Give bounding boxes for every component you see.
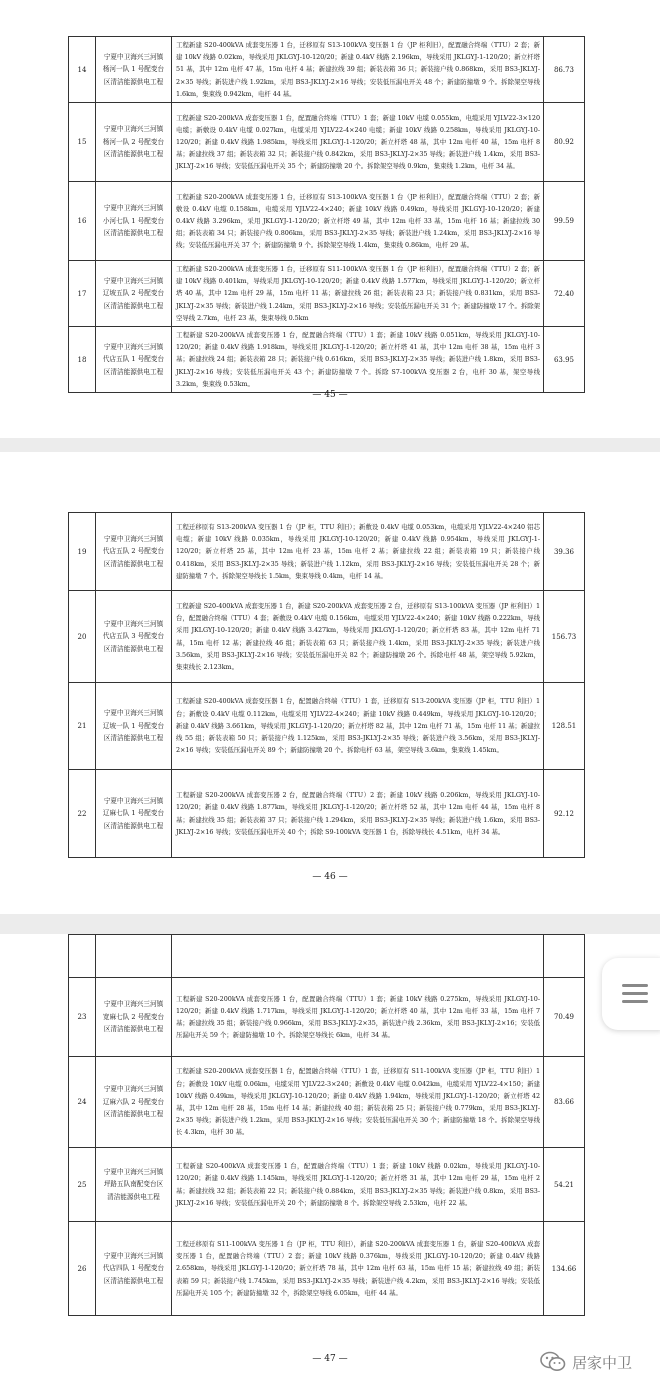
table-row — [69, 261, 585, 327]
project-description: 工程新建 S20-200kVA 成套变压器 1 台，配置融合终端（TTU）1 套；新建 10kV 线路 0.275km，导线采用 JKLGYJ-10-120/20；新建 0.4kV 线路 1.717km，导线采用 JKLGYJ-1-120/20；新立杆塔 40 基，其中 12m 电杆 33 基，15m 电杆 7 基；新建拉线 35 组；新装接户线 0.966km，采用 BS3-JKLYJ-2×35，新装进户线 2.36km，采用 BS3-JKLYJ-2×16；安装低压漏电开关 59 个；新建防撞墩 10 个。拆除架空导线长 6km，电杆 34 基。 — [172, 978, 544, 1057]
row-number: 18 — [69, 327, 96, 393]
project-description: 工程迁移原有 S11-100kVA 变压器 1 台（JP 柜，TTU 利旧），新建 S20-200kVA 成套变压器 1 台，新建 S20-400kVA 成套变压器 1 台，配置融合终端（TTU）2 套；新建 10kV 线路 0.376km，导线采用 JKLGYJ-10-120/20；新建 0.4kV 线路 2.658km，导线采用 JKLGYJ-1-120/20；新立杆塔 78 基，其中 12m 电杆 63 基，15m 电杆 15 基；新建拉线 49 组；新装表箱 59 只；新装接户线 1.745km，采用 BS3-JKLYJ-2×35 导线；新装进户线 4.2km，采用 BS3-JKLYJ-2×16 导线；安装低压漏电开关 105 个；新建防撞墩 32 个，拆除架空导线 6.05km，电杆 44 基。 — [172, 1222, 544, 1316]
project-name: 宁夏中卫海兴三河镇杨河一队 1 号配变台区清洁能源供电工程 — [96, 37, 172, 103]
table-row — [69, 935, 585, 978]
investment-amount: 134.66 — [544, 1222, 585, 1316]
page-number: — 45 — — [312, 390, 348, 400]
project-description: 工程迁移原有 S13-200kVA 变压器 1 台（JP 柜，TTU 利旧）；新敷设 0.4kV 电缆 0.053km，电缆采用 YJLV22-4×240 铝芯电缆；新建 10kV 线路 0.035km，导线采用 JKLGYJ-10-120/20；新建 0.4kV 线路 0.954km，导线采用 JKLGYJ-1-120/20；新立杆塔 25 基，其中 12m 电杆 23 基，15m 电杆 2 基；新建拉线 22 组；新装表箱 19 只；新装接户线 0.418km，采用 BS3-JKLYJ-2×35 导线；新装进户线 1.12km，采用 BS3-JKLYJ-2×16 导线；安装低压漏电开关 28 个；新建防撞墩 7 个。拆除架空导线长 1.5km，集束导线 0.4km，电杆 14 基。 — [172, 513, 544, 591]
table-row — [69, 37, 585, 103]
page-gap — [0, 914, 660, 934]
investment-amount: 92.12 — [544, 770, 585, 858]
row-number: 23 — [69, 978, 96, 1057]
project-name: 宁夏中卫海兴三河镇坪路五队南配变台区清洁能源供电工程 — [96, 1148, 172, 1222]
investment-amount: 54.21 — [544, 1148, 585, 1222]
wechat-icon — [540, 1351, 566, 1373]
project-name: 宁夏中卫海兴三河镇宽麻七队 2 号配变台区清洁能源供电工程 — [96, 978, 172, 1057]
project-description: 工程新建 S20-400kVA 成套变压器 1 台，迁移原有 S13-100kVA 变压器 1 台（JP 柜利旧），配置融合终端（TTU）2 套；新建 10kV 线路 0.02km，导线采用 JKLGYJ-10-120/20；新建 0.4kV 线路 2.196km，导线采用 JKLGYJ-1-120/20；新立杆塔 51 基，其中 12m 电杆 47 基，15m 电杆 4 基；新建拉线 39 组；新装表箱 36 只；新装接户线 0.868km，采用 BS3-JKLYJ-2×35 导线；新装进户线 1.92km，采用 BS3-JKLYJ-2×16 导线；安装低压漏电开关 48 个；新建防撞墩 9 个。拆除架空导线 1.6km，集束线 0.942km，电杆 44 基。 — [172, 37, 544, 103]
investment-amount: 39.36 — [544, 513, 585, 591]
watermark — [540, 1349, 632, 1375]
row-number: 20 — [69, 591, 96, 683]
table-row — [69, 770, 585, 858]
table-row — [69, 978, 585, 1057]
investment-amount: 72.40 — [544, 261, 585, 327]
row-number: 17 — [69, 261, 96, 327]
project-description: 工程新建 S20-400kVA 成套变压器 1 台，配置融合终端（TTU）1 套；新建 10kV 线路 0.02km，导线采用 JKLGYJ-10-120/20；新建 0.4kV 线路 1.145km，导线采用 JKLGYJ-1-120/20；新立杆塔 31 基，其中 12m 电杆 29 基，15m 电杆 2 基；新建拉线 32 组；新装表箱 22 只；新装接户线 0.884km，采用 BS3-JKLYJ-2×35 导线；新装进户线 0.8km，采用 BS3-JKLYJ-2×16 导线；安装低压漏电开关 20 个；新建防撞墩 8 个。拆除架空导线 2.53km，电杆 22 基。 — [172, 1148, 544, 1222]
table-row — [69, 327, 585, 393]
project-name: 宁夏中卫海兴三河镇辽坡一队 1 号配变台区清洁能源供电工程 — [96, 683, 172, 770]
document-page-45 — [0, 0, 660, 438]
project-description: 工程新建 S20-200kVA 成套变压器 1 台，迁移原有 S13-100kVA 变压器 1 台（JP 柜利旧），配置融合终端（TTU）2 套；新敷设 0.4kV 电缆 0.158km，电缆采用 YJLV22-4×240；新建 10kV 线路 0.49km，导线采用 JKLGYJ-10-120/20；新建 0.4kV 线路 3.296km，采用 JKLGYJ-1-120/20；新立杆塔 49 基，其中 12m 电杆 33 基，15m 电杆 16 基；新建拉线 30 组；新装表箱 34 只；新装接户线 0.806km，采用 BS3-JKLYJ-2×35 导线；新装进户线 1.24km，采用 BS3-JKLYJ-2×16 导线；安装低压漏电开关 37 个；新建防撞墩 9 个。拆除架空导线 1.4km，集束线 0.86km，电杆 29 基。 — [172, 182, 544, 261]
investment-amount: 83.66 — [544, 1057, 585, 1148]
project-description: 工程新建 S20-200kVA 成套变压器 1 台，迁移原有 S11-100kVA 变压器 1 台（JP 柜利旧），配置融合终端（TTU）2 套；新建 10kV 线路 0.401km，导线采用 JKLGYJ-10-120/20；新建 0.4kV 线路 1.577km，导线采用 JKLGYJ-1-120/20；新立杆塔 40 基，其中 12m 电杆 29 基，15m 电杆 11 基；新建拉线 26 组；新装表箱 23 只；新装接户线 0.831km，采用 BS3-JKLYJ-2×35 导线；新装进户线 1.24km，采用 BS3-JKLYJ-2×16 导线；安装低压漏电开关 31 个；新建防撞墩 17 个。拆除架空导线 2.7km，电杆 23 基，集束导线 0.5km — [172, 261, 544, 327]
table-row — [69, 103, 585, 182]
project-name: 宁夏中卫海兴三河镇小河七队 1 号配变台区清洁能源供电工程 — [96, 182, 172, 261]
row-number: 15 — [69, 103, 96, 182]
project-table — [68, 36, 585, 393]
project-description: 工程新建 S20-200kVA 成套变压器 1 台，配置融合终端（TTU）1 套；新建 10kV 线路 0.051km，导线采用 JKLGYJ-10-120/20；新建 0.4kV 线路 1.918km，导线采用 JKLGYJ-1-120/20；新立杆塔 41 基，其中 12m 电杆 38 基，15m 电杆 3 基；新建拉线 24 组；新装表箱 28 只；新装接户线 0.616km，采用 BS3-JKLYJ-2×35 导线；新装进户线 1.8km，采用 BS3-JKLYJ-2×16 导线；安装低压漏电开关 43 个；新建防撞墩 7 个。拆除 S7-100kVA 变压器 2 台，电杆 30 基，架空导线 3.2km，集束线 0.53km。 — [172, 327, 544, 393]
project-description: 工程新建 S20-200kVA 成套变压器 2 台，配置融合终端（TTU）2 套；新建 10kV 线路 0.206km，导线采用 JKLGYJ-10-120/20；新建 0.4kV 线路 1.877km，导线采用 JKLGYJ-1-120/20；新立杆塔 52 基，其中 12m 电杆 44 基，15m 电杆 8 基；新建拉线 35 组；新装表箱 37 只；新装接户线 1.294km，采用 BS3-JKLYJ-2×35 导线；新装进户线 1.6km，采用 BS3-JKLYJ-2×16 导线；安装低压漏电开关 40 个；拆除 S9-100kVA 变压器 1 台，拆除导线长 4.51km，电杆 34 基。 — [172, 770, 544, 858]
table-row — [69, 1222, 585, 1316]
investment-amount: 63.95 — [544, 327, 585, 393]
project-name: 宁夏中卫海兴三河镇代店五队 2 号配变台区清洁能源供电工程 — [96, 513, 172, 591]
table-row — [69, 513, 585, 591]
table-row — [69, 1148, 585, 1222]
investment-amount: 70.49 — [544, 978, 585, 1057]
floating-menu-button[interactable] — [602, 958, 660, 1030]
table-row — [69, 591, 585, 683]
investment-amount: 156.73 — [544, 591, 585, 683]
project-name: 宁夏中卫海兴三河镇代店四队 1 号配变台区清洁能源供电工程 — [96, 1222, 172, 1316]
project-description: 工程新建 S20-400kVA 成套变压器 1 台，配置融合终端（TTU）1 套，迁移原有 S13-200kVA 变压器（JP 柜，TTU 利旧）1 台；新敷设 0.4kV 电缆 0.112km，电缆采用 YJLV22-4×240；新建 10kV 线路 0.449km，导线采用 JKLGYJ-10-120/20；新建 0.4kV 线路 3.661km，导线采用 JKLGYJ-1-120/20；新立杆塔 82 基，其中 12m 电杆 71 基，15m 电杆 11 基；新建拉线 55 组；新装表箱 50 只；新装接户线 1.125km，采用 BS3-JKLYJ-2×35 导线；新装进户线 3.56km，采用 BS3-JKLYJ-2×16 导线；安装低压漏电开关 89 个；新建防撞墩 20 个。拆除电杆 63 基，架空导线 3.6km，集束线 1.45km。 — [172, 683, 544, 770]
row-number — [69, 935, 96, 978]
page-number: — 47 — — [312, 1354, 348, 1364]
project-name: 宁夏中卫海兴三河镇代店五队 1 号配变台区清洁能源供电工程 — [96, 327, 172, 393]
project-description: 工程新建 S20-200kVA 成套变压器 1 台，配置融合终端（TTU）1 套；新建 10kV 电缆 0.055km，电缆采用 YJLV22-3×120 电缆；新敷设 0.4kV 电缆 0.027km，电缆采用 YJLV22-4×240 电缆；新建 10kV 线路 0.258km，导线采用 JKLGYJ-10-120/20；新建 0.4kV 线路 1.985km，导线采用 JKLGYJ-1-120/20；新立杆塔 48 基，其中 12m 电杆 40 基，15m 电杆 8 基；新建拉线 37 组；新装表箱 32 只；新装接户线 0.842km，采用 BS3-JKLYJ-2×35 导线；新装进户线 1.4km，采用 BS3-JKLYJ-2×16 导线；安装低压漏电开关 35 个；新建防撞墩 20 个。拆除架空导线 0.9km，集束线 1.2km，电杆 34 基。 — [172, 103, 544, 182]
row-number: 22 — [69, 770, 96, 858]
investment-amount: 128.51 — [544, 683, 585, 770]
document-page-46 — [0, 452, 660, 914]
project-description: 工程新建 S20-400kVA 成套变压器 1 台，新建 S20-200kVA 成套变压器 2 台，迁移原有 S13-100kVA 变压器（JP 柜利旧）1 台，配置融合终端（TTU）4 套；新敷设 0.4kV 电缆 0.156km，电缆采用 YJLV22-4×240；新建 10kV 线路 0.222km，导线采用 JKLGYJ-10-120/20；新建 0.4kV 线路 3.427km，导线采用 JKLGYJ-1-120/20；新立杆塔 83 基，其中 12m 电杆 71 基，15m 电杆 12 基；新建拉线 46 组；新装表箱 63 只；新装接户线 1.4km，采用 BS3-JKLYJ-2×35 导线；新装进户线 3.56km，采用 BS3-JKLYJ-2×16 导线；安装低压漏电开关 82 个；新建防撞墩 26 个。拆除电杆 48 基，架空导线 5.92km，集束线长 2.123km。 — [172, 591, 544, 683]
investment-amount: 86.73 — [544, 37, 585, 103]
project-name: 宁夏中卫海兴三河镇杨河一队 2 号配变台区清洁能源供电工程 — [96, 103, 172, 182]
table-row — [69, 683, 585, 770]
investment-amount: 80.92 — [544, 103, 585, 182]
table-row — [69, 182, 585, 261]
row-number: 24 — [69, 1057, 96, 1148]
project-name: 宁夏中卫海兴三河镇辽麻七队 1 号配变台区清洁能源供电工程 — [96, 770, 172, 858]
row-number: 21 — [69, 683, 96, 770]
row-number: 26 — [69, 1222, 96, 1316]
project-name: 宁夏中卫海兴三河镇代店五队 3 号配变台区清洁能源供电工程 — [96, 591, 172, 683]
project-table — [68, 512, 585, 858]
row-number: 25 — [69, 1148, 96, 1222]
page-gap — [0, 438, 660, 452]
row-number: 14 — [69, 37, 96, 103]
project-name: 宁夏中卫海兴三河镇辽麻六队 2 号配变台区清洁能源供电工程 — [96, 1057, 172, 1148]
watermark-text: 居家中卫 — [572, 1353, 633, 1372]
project-name: 宁夏中卫海兴三河镇辽坡五队 2 号配变台区清洁能源供电工程 — [96, 261, 172, 327]
project-description: 工程新建 S20-200kVA 成套变压器 1 台，配置融合终端（TTU）1 套，迁移原有 S11-100kVA 变压器（JP 柜，TTU 利旧）1 台；新敷设 10kV 电缆 0.06km，电缆采用 YJLV22-3×240；新敷设 0.4kV 电缆 0.042km，电缆采用 YJLV22-4×150；新建 10kV 线路 0.49km，导线采用 JKLGYJ-10-120/20；新建 0.4kV 线路 1.94km，导线采用 JKLGYJ-1-120/20；新立杆塔 42 基，其中 12m 电杆 28 基，15m 电杆 14 基；新建拉线 40 组；新装表箱 25 只；新装接户线 0.779km，采用 BS3-JKLYJ-2×35 导线；新装进户线 1.2km，采用 BS3-JKLYJ-2×16 导线；安装低压漏电开关 30 个；新建防撞墩 18 个。拆除架空导线长 4.3km，电杆 30 基。 — [172, 1057, 544, 1148]
row-number: 19 — [69, 513, 96, 591]
row-number: 16 — [69, 182, 96, 261]
page-number: — 46 — — [312, 872, 348, 882]
investment-amount: 99.59 — [544, 182, 585, 261]
project-table — [68, 934, 585, 1316]
table-row — [69, 1057, 585, 1148]
document-page-47 — [0, 934, 660, 1382]
